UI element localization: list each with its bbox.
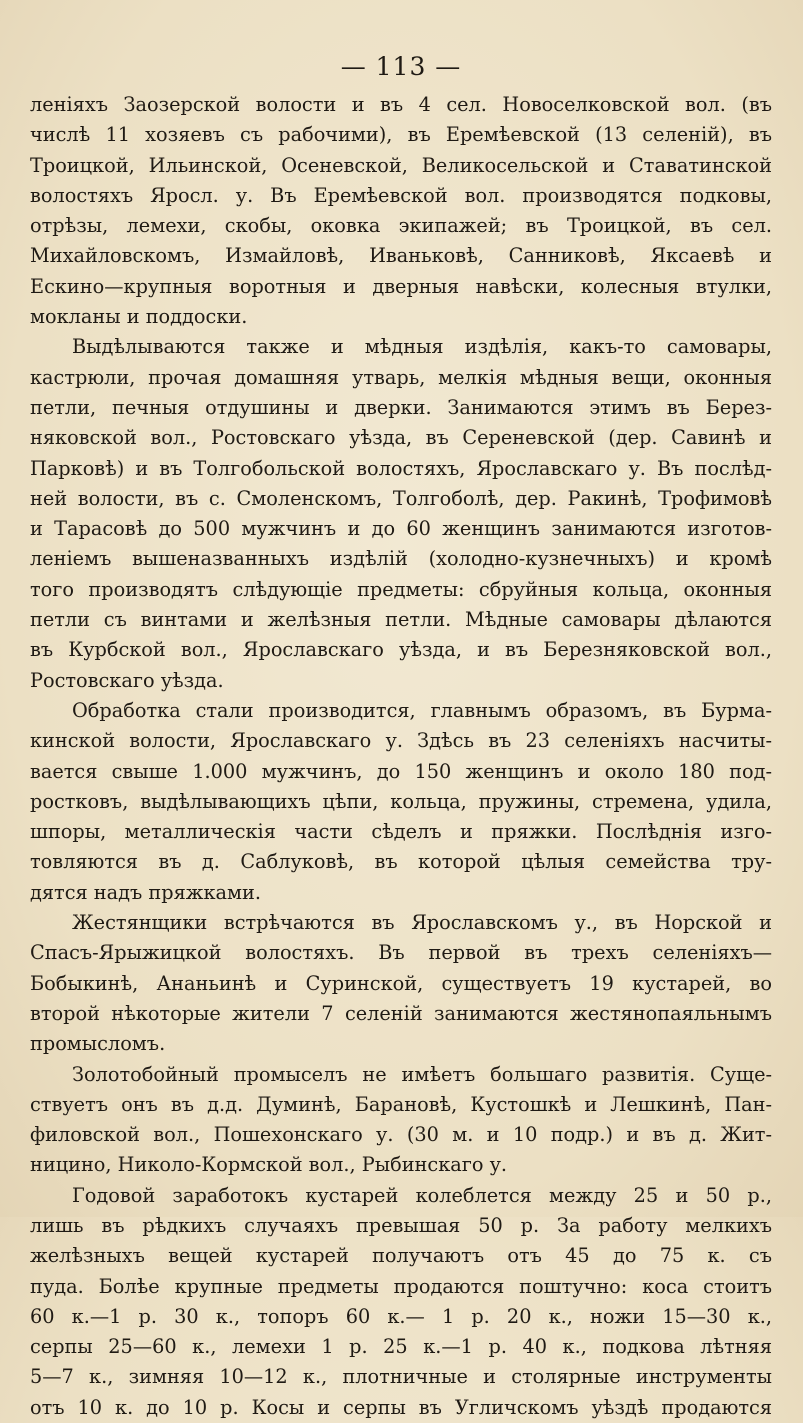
text-line: Золотобойный промыселъ не имѣетъ большаго развитія. Суще- (72, 1062, 772, 1086)
text-line: дятся надъ пряжками. (30, 880, 262, 904)
text-line: серпы 25—60 к., лемехи 1 р. 25 к.—1 р. 40 к., подкова лѣтняя (30, 1335, 772, 1359)
text-line: Спасъ-Ярыжицкой волостяхъ. Въ первой въ трехъ селеніяхъ— (30, 941, 772, 965)
text-line: Ростовскаго уѣзда. (30, 668, 224, 692)
text-line: вается свыше 1.000 мужчинъ, до 150 женщинъ и около 180 под- (30, 759, 772, 783)
paragraph (30, 90, 772, 332)
text-line: кастрюли, прочая домашняя утварь, мелкія мѣдныя вещи, оконныя (30, 365, 772, 389)
text-line: Ескино—крупныя воротныя и дверныя навѣски, колесныя втулки, (30, 274, 772, 298)
paragraph (30, 1181, 772, 1423)
text-line: того производятъ слѣдующіе предметы: сбруйныя кольца, оконныя (30, 577, 772, 601)
text-line: и Тарасовѣ до 500 мужчинъ и до 60 женщинъ занимаются изготов- (30, 517, 772, 541)
text-line: Бобыкинѣ, Ананьинѣ и Суринской, существуетъ 19 кустарей, во (30, 971, 772, 995)
text-line: желѣзныхъ вещей кустарей получаютъ отъ 45 до 75 к. съ (30, 1244, 772, 1268)
text-line: пуда. Болѣе крупные предметы продаются поштучно: коса стоитъ (30, 1274, 772, 1298)
text-line: Выдѣлываются также и мѣдныя издѣлія, какъ-то самовары, (72, 335, 772, 359)
text-line: леніемъ вышеназванныхъ издѣлій (холодно-кузнечныхъ) и кромѣ (30, 547, 772, 571)
text-line: ней волости, въ с. Смоленскомъ, Толгоболѣ, дер. Ракинѣ, Трофимовѣ (30, 486, 772, 510)
text-line: отрѣзы, лемехи, скобы, оковка экипажей; въ Троицкой, въ сел. (30, 214, 772, 238)
text-line: Годовой заработокъ кустарей колеблется между 25 и 50 р., (72, 1183, 772, 1207)
paragraph (30, 332, 772, 696)
text-line: ствуетъ онъ въ д.д. Думинѣ, Барановѣ, Кустошкѣ и Лешкинѣ, Пан- (30, 1092, 772, 1116)
paragraph (30, 1060, 772, 1181)
paragraph (30, 908, 772, 1059)
text-line: Парковѣ) и въ Толгобольской волостяхъ, Ярославскаго у. Въ послѣд- (30, 456, 772, 480)
text-line: мокланы и поддоски. (30, 305, 248, 329)
text-line: Троицкой, Ильинской, Осеневской, Великосельской и Ставатинской (30, 153, 772, 177)
text-body (30, 90, 772, 1423)
text-line: Жестянщики встрѣчаются въ Ярославскомъ у., въ Норской и (72, 911, 772, 935)
text-line: отъ 10 к. до 10 р. Косы и серпы въ Угличскомъ уѣздѣ продаются (30, 1395, 772, 1419)
text-line: филовской вол., Пошехонскаго у. (30 м. и 10 подр.) и въ д. Жит- (30, 1123, 772, 1147)
text-line: лишь въ рѣдкихъ случаяхъ превышая 50 р. За работу мелкихъ (30, 1213, 772, 1237)
text-line: волостяхъ Яросл. у. Въ Еремѣевской вол. производятся подковы, (30, 183, 772, 207)
text-line: петли, печныя отдушины и дверки. Занимаются этимъ въ Берез- (30, 395, 772, 419)
text-line: ростковъ, выдѣлывающихъ цѣпи, кольца, пружины, стремена, удила, (30, 789, 772, 813)
text-line: шпоры, металлическія части сѣделъ и пряжки. Послѣднія изго- (30, 820, 772, 844)
text-line: товляются въ д. Саблуковѣ, въ которой цѣлыя семейства тру- (30, 850, 772, 874)
text-line: ницино, Николо-Кормской вол., Рыбинскаго у. (30, 1153, 508, 1177)
text-line: Обработка стали производится, главнымъ образомъ, въ Бурма- (72, 698, 772, 722)
text-line: няковской вол., Ростовскаго уѣзда, въ Сереневской (дер. Савинѣ и (30, 426, 772, 450)
page-number: — 113 — (340, 52, 462, 81)
text-line: кинской волости, Ярославскаго у. Здѣсь въ 23 селеніяхъ насчиты- (30, 729, 772, 753)
text-line: петли съ винтами и желѣзныя петли. Мѣдные самовары дѣлаются (30, 608, 772, 632)
text-line: леніяхъ Заозерской волости и въ 4 сел. Новоселковской вол. (въ (30, 93, 772, 116)
text-line: промысломъ. (30, 1032, 166, 1056)
text-line: 60 к.—1 р. 30 к., топоръ 60 к.— 1 р. 20 к., ножи 15—30 к., (30, 1304, 772, 1328)
text-line: второй нѣкоторые жители 7 селеній занимаются жестянопаяльнымъ (30, 1001, 772, 1025)
text-line: числѣ 11 хозяевъ съ рабочими), въ Еремѣевской (13 селеній), въ (30, 123, 772, 147)
paragraph (30, 696, 772, 908)
text-line: Михайловскомъ, Измайловѣ, Иваньковѣ, Санниковѣ, Яксаевѣ и (30, 244, 772, 268)
text-line: въ Курбской вол., Ярославскаго уѣзда, и въ Березняковской вол., (30, 638, 772, 662)
text-line: 5—7 к., зимняя 10—12 к., плотничные и столярные инструменты (30, 1365, 772, 1389)
